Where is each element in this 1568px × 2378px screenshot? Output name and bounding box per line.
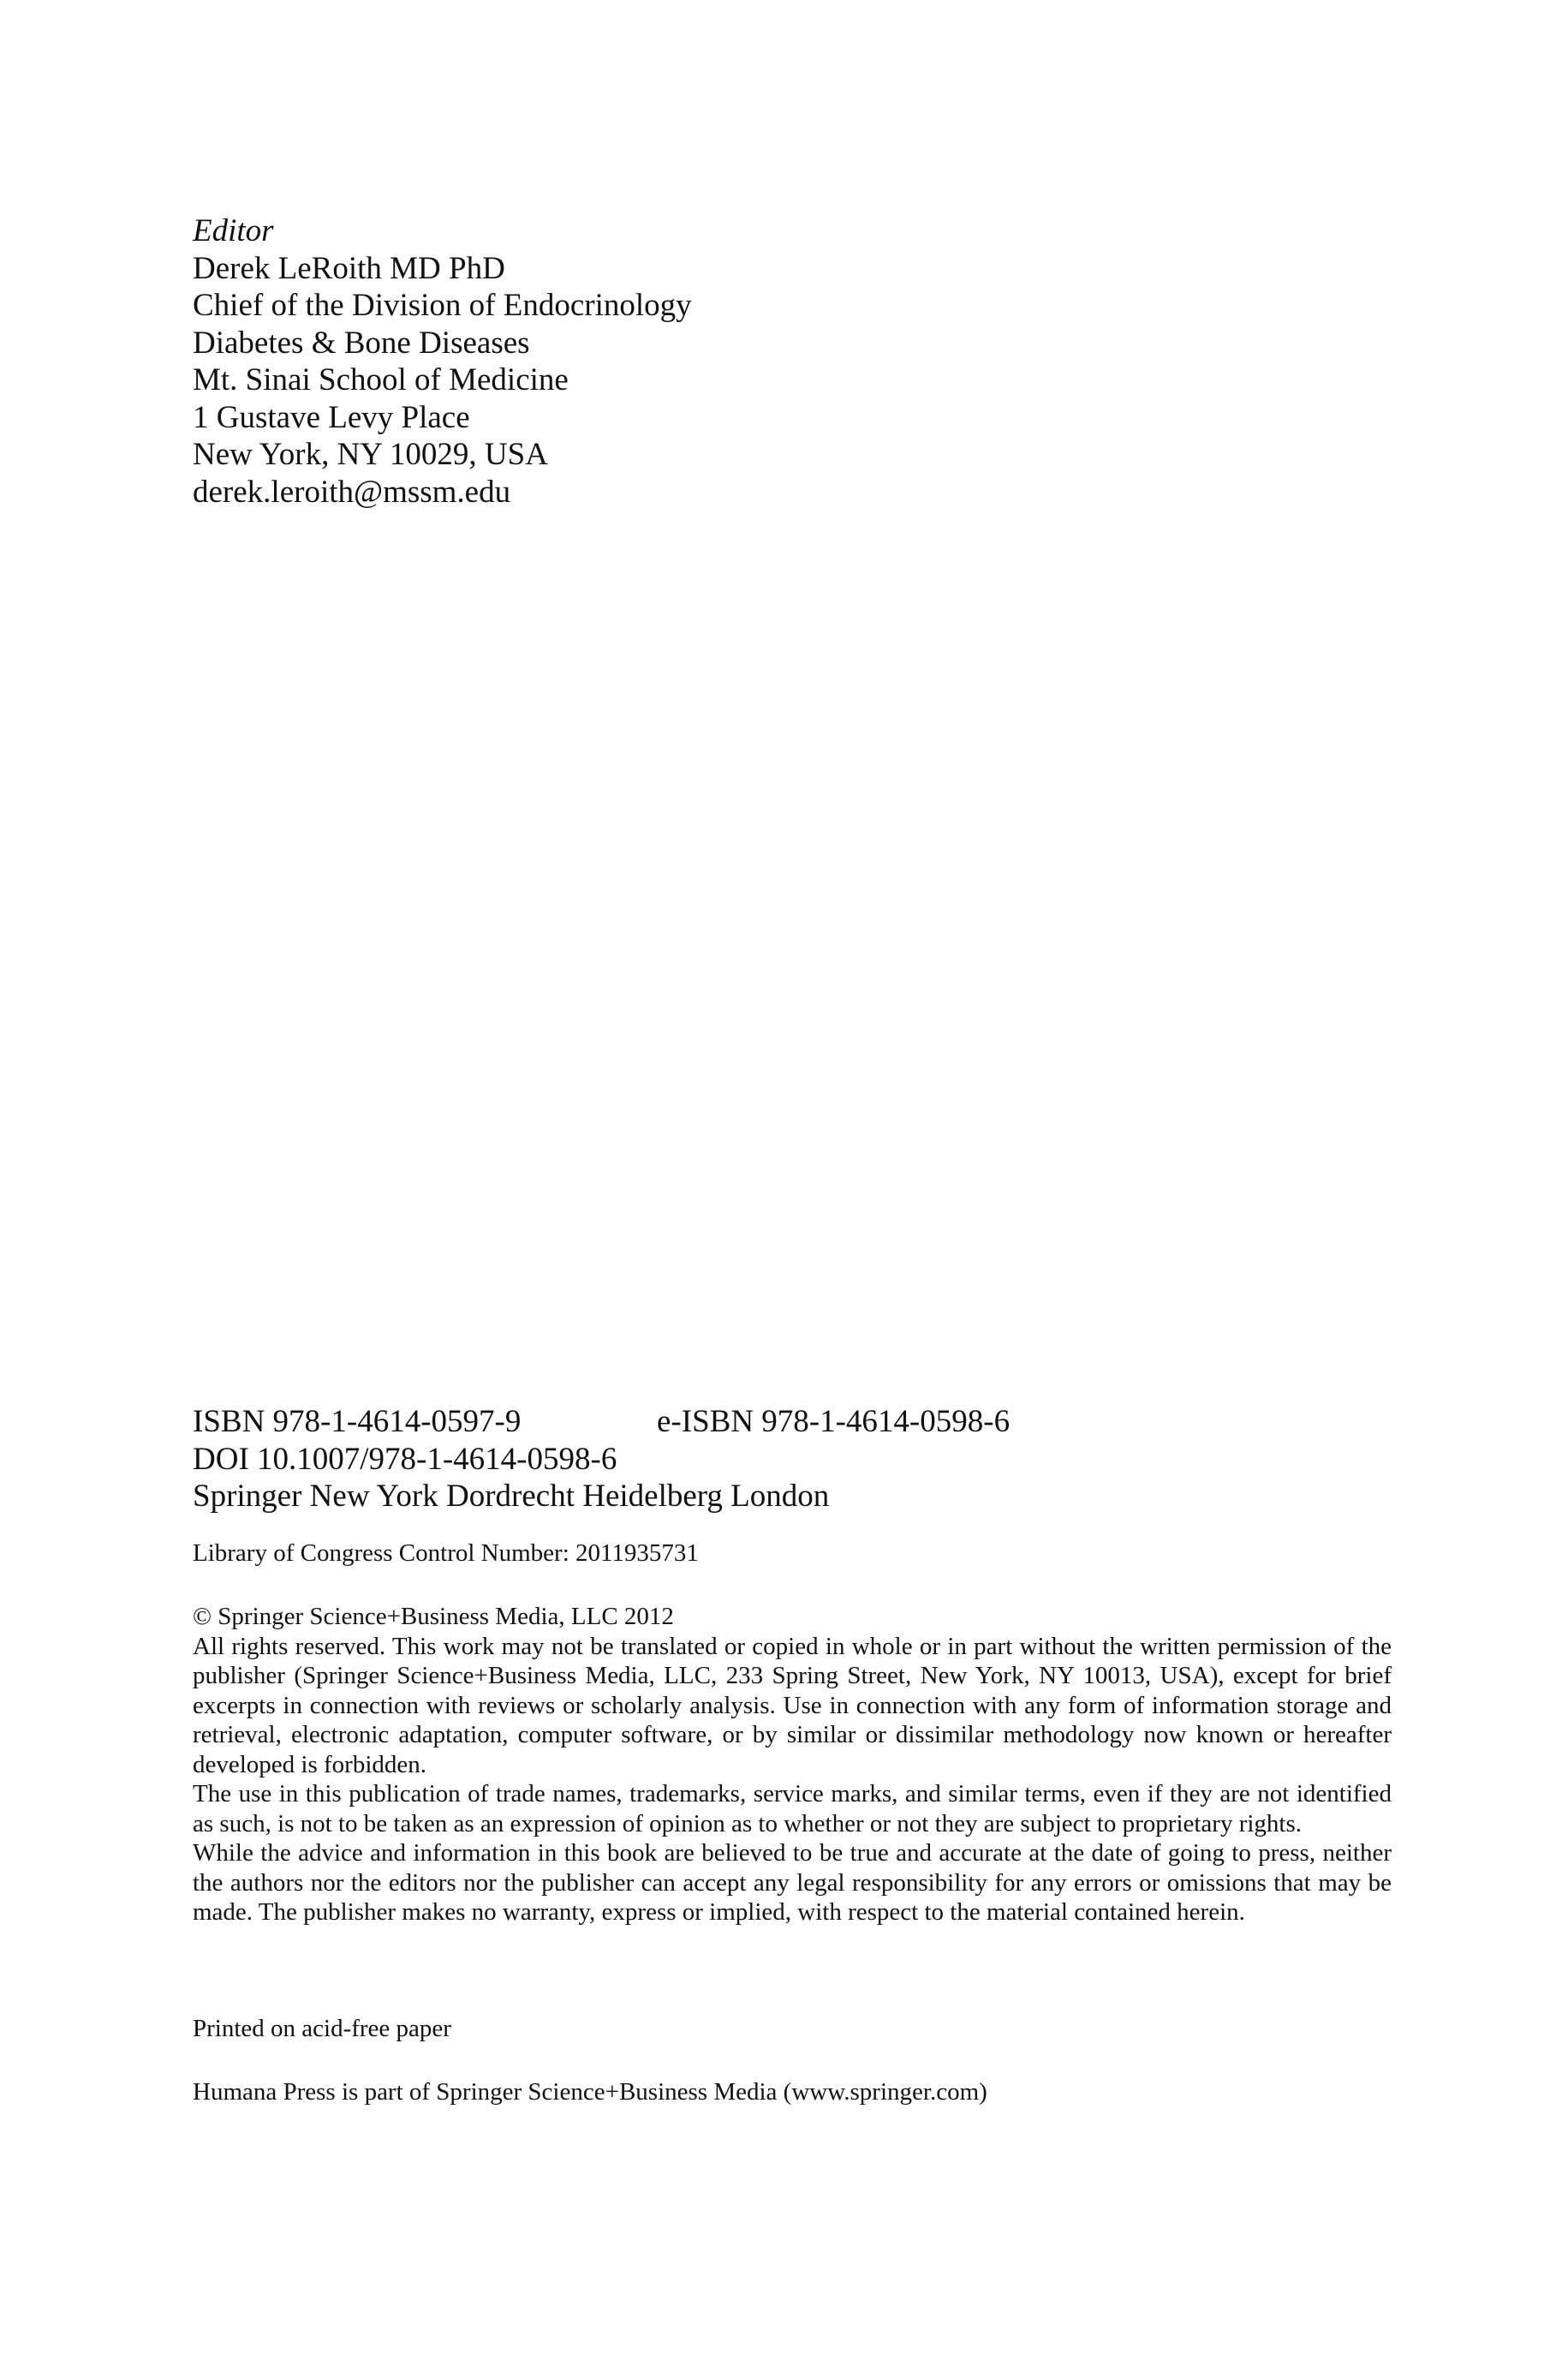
rights-paragraph-trademarks: The use in this publication of trade names, trademarks, service marks, and similar terms, even if they are not identified as such, is not to be taken as an expression of opinion as to whether or not they are subject to proprietary rights. — [193, 1780, 1392, 1837]
isbn-print: ISBN 978-1-4614-0597-9 — [193, 1404, 522, 1439]
editor-label: Editor — [193, 213, 274, 248]
rights-block — [193, 1602, 1392, 1927]
editor-block — [193, 212, 692, 511]
doi: DOI 10.1007/978-1-4614-0598-6 — [193, 1441, 617, 1477]
rights-paragraph-reserved: All rights reserved. This work may not be translated or copied in whole or in part without the written permission of the publisher (Springer Science+Business Media, LLC, 233 Spring Street, New York, NY 10013, USA), except for brief excerpts in connection with reviews or scholarly analysis. Use in connection with any form of information storage and retrieval, electronic adaptation, computer software, or by similar or dissimilar methodology now known or hereafter developed is forbidden. — [193, 1632, 1392, 1778]
editor-title: Chief of the Division of Endocrinology — [193, 288, 692, 323]
copyright-line: © Springer Science+Business Media, LLC 2012 — [193, 1603, 674, 1630]
isbn-electronic: e-ISBN 978-1-4614-0598-6 — [657, 1404, 1011, 1439]
editor-name: Derek LeRoith MD PhD — [193, 250, 505, 286]
lccn: Library of Congress Control Number: 2011935731 — [193, 1539, 699, 1567]
editor-email: derek.leroith@mssm.edu — [193, 474, 511, 510]
imprint-note: Humana Press is part of Springer Science+Business Media (www.springer.com) — [193, 2078, 987, 2106]
rights-paragraph-disclaimer: While the advice and information in this book are believed to be true and accurate at the date of going to press, neither the authors nor the editors nor the publisher can accept any legal responsibility for any errors or omissions that may be made. The publisher makes no warranty, express or implied, with respect to the material contained herein. — [193, 1839, 1392, 1926]
editor-street: 1 Gustave Levy Place — [193, 399, 470, 435]
isbn-row — [193, 1403, 1010, 1441]
editor-city: New York, NY 10029, USA — [193, 437, 548, 472]
isbn-block — [193, 1403, 1010, 1515]
editor-institution: Mt. Sinai School of Medicine — [193, 362, 569, 397]
acid-free-paper-note: Printed on acid-free paper — [193, 2015, 451, 2042]
publisher-locations: Springer New York Dordrecht Heidelberg London — [193, 1479, 830, 1514]
editor-division: Diabetes & Bone Diseases — [193, 325, 530, 361]
